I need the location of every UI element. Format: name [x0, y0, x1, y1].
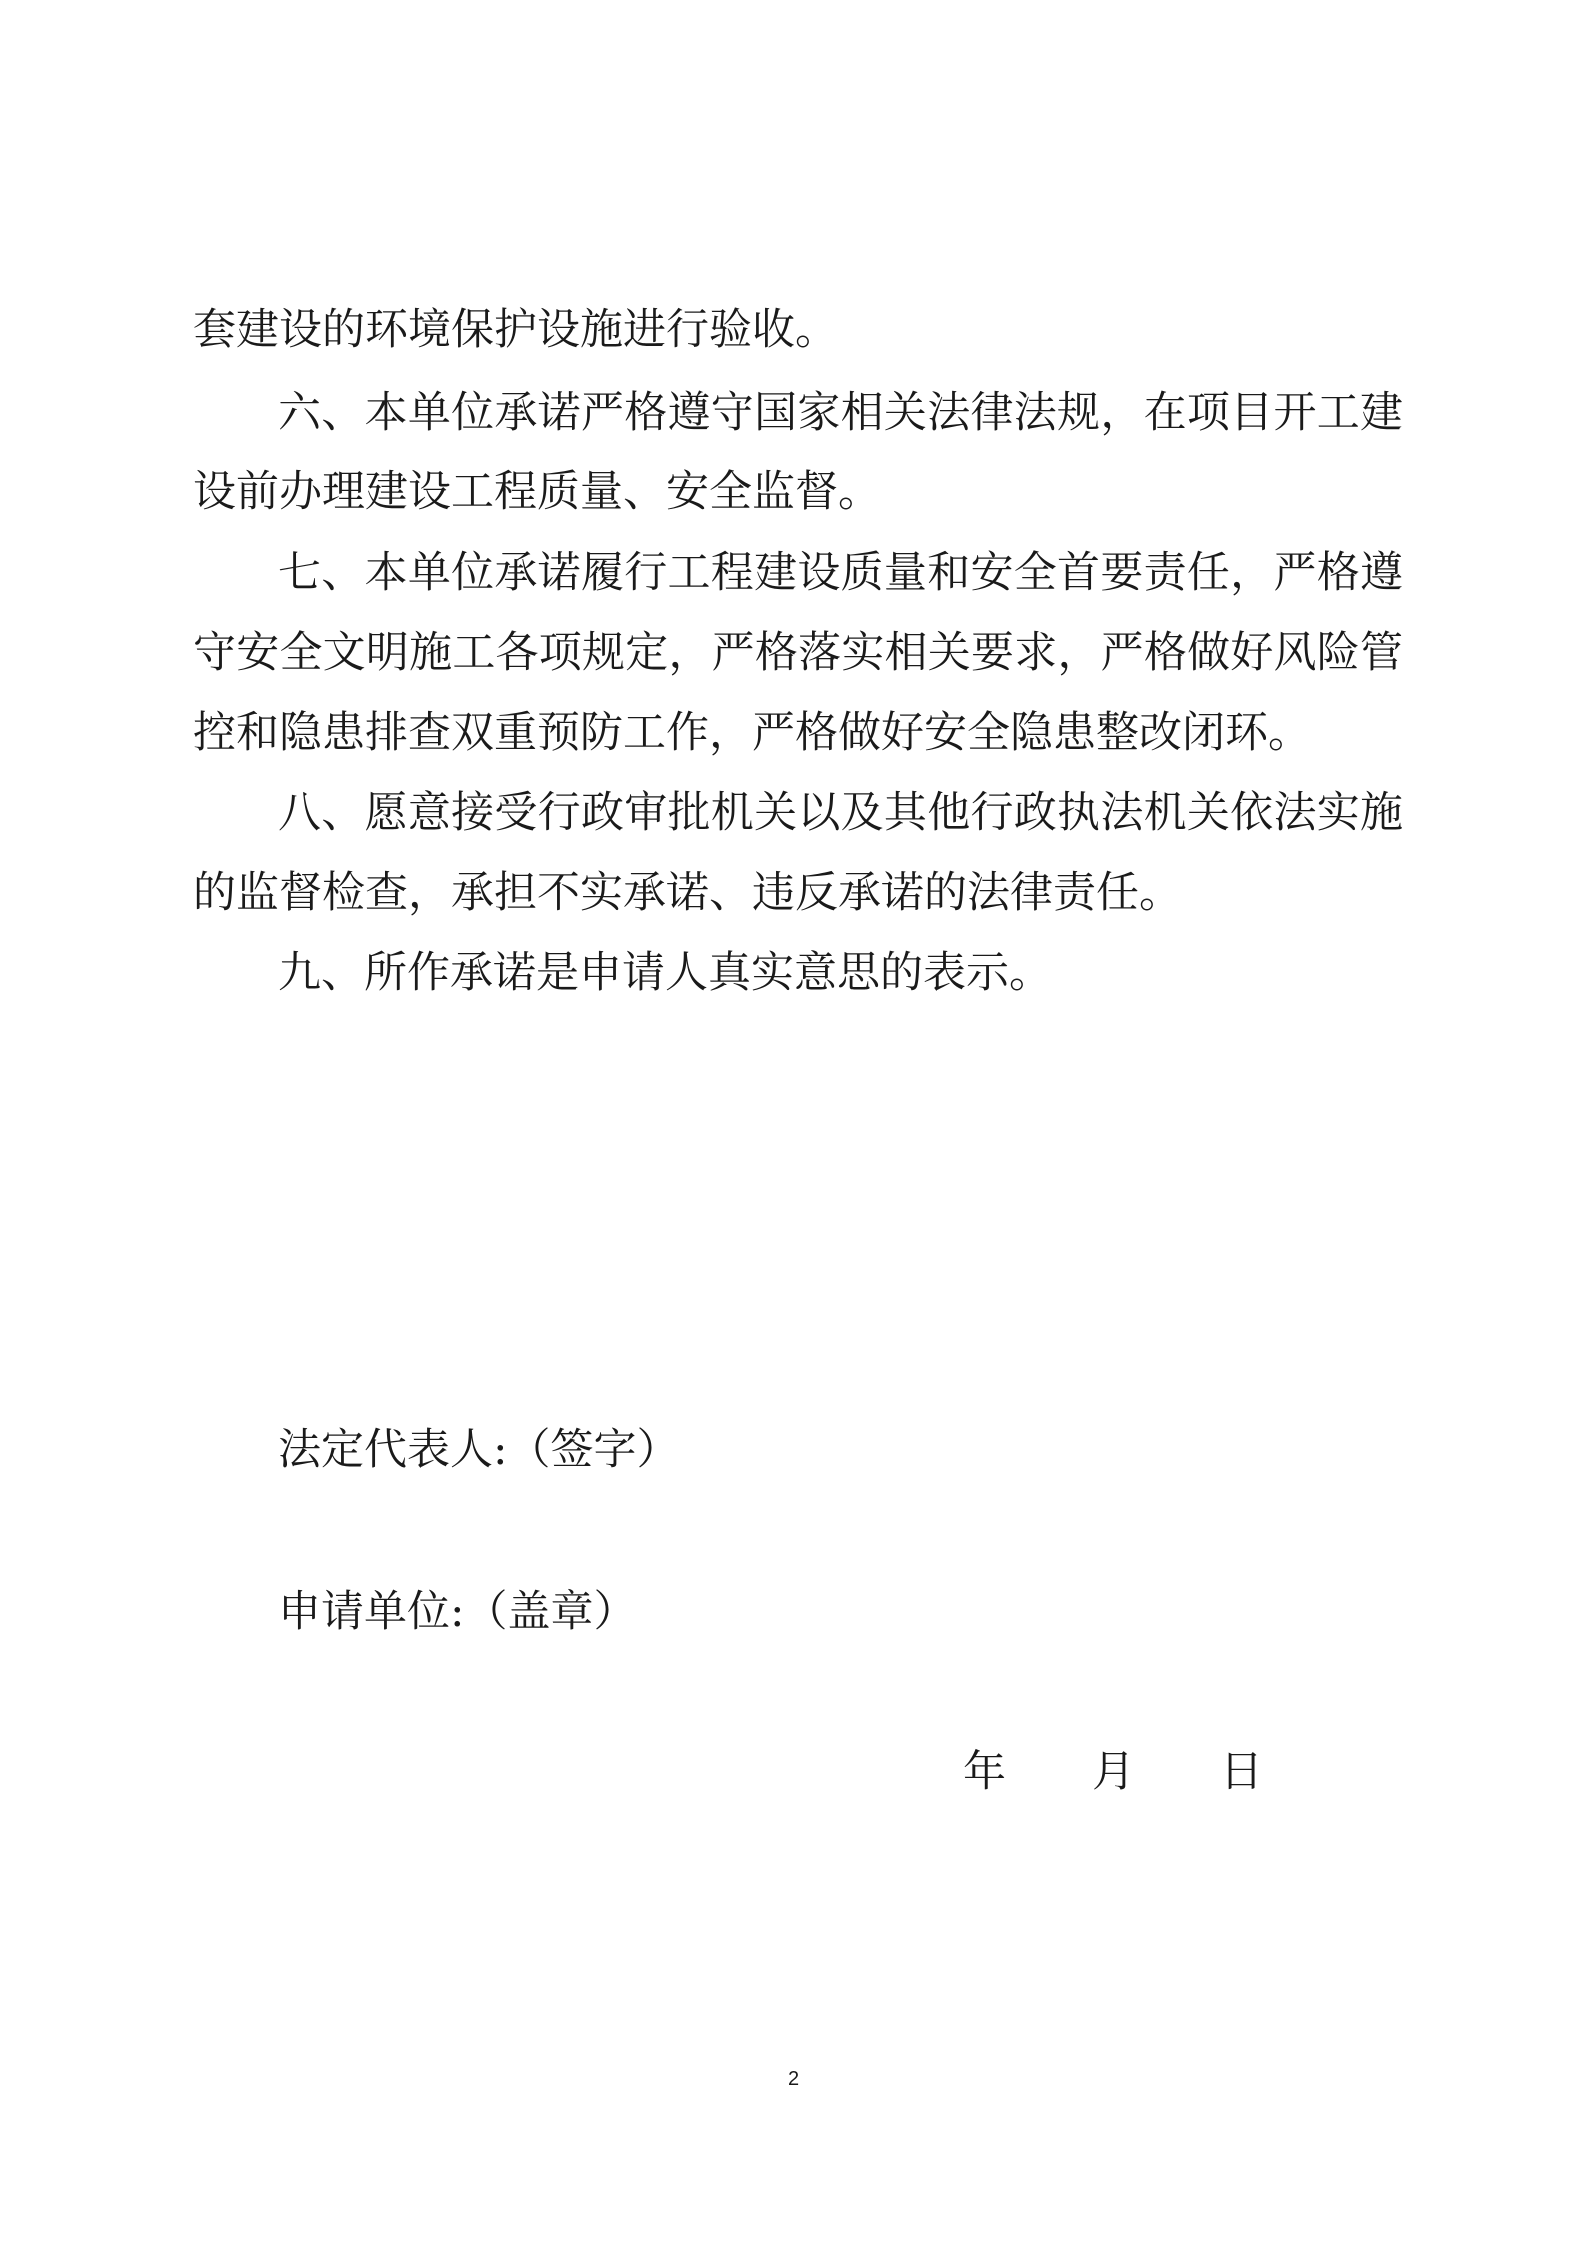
paragraph-8-line-1: 八、愿意接受行政审批机关以及其他行政执法机关依法实施 [278, 788, 1403, 838]
legal-representative-signature: 法定代表人:（签字） [278, 1425, 680, 1475]
applicant-unit-seal: 申请单位:（盖章） [278, 1587, 637, 1637]
paragraph-7-line-2: 守安全文明施工各项规定，严格落实相关要求，严格做好风险管 [193, 628, 1403, 678]
paragraph-6-line-1: 六、本单位承诺严格遵守国家相关法律法规，在项目开工建 [278, 388, 1403, 438]
date-month: 月 [1092, 1747, 1135, 1797]
paragraph-5-tail: 套建设的环境保护设施进行验收。 [193, 305, 838, 355]
date-year: 年 [963, 1747, 1006, 1797]
date-day: 日 [1220, 1747, 1263, 1797]
paragraph-9-line-1: 九、所作承诺是申请人真实意思的表示。 [278, 948, 1052, 998]
paragraph-6-line-2: 设前办理建设工程质量、安全监督。 [193, 467, 881, 517]
paragraph-7-line-3: 控和隐患排查双重预防工作，严格做好安全隐患整改闭环。 [193, 708, 1311, 758]
page-number: 2 [787, 2068, 800, 2090]
paragraph-7-line-1: 七、本单位承诺履行工程建设质量和安全首要责任，严格遵 [278, 548, 1403, 598]
paragraph-8-line-2: 的监督检查，承担不实承诺、违反承诺的法律责任。 [193, 868, 1182, 918]
